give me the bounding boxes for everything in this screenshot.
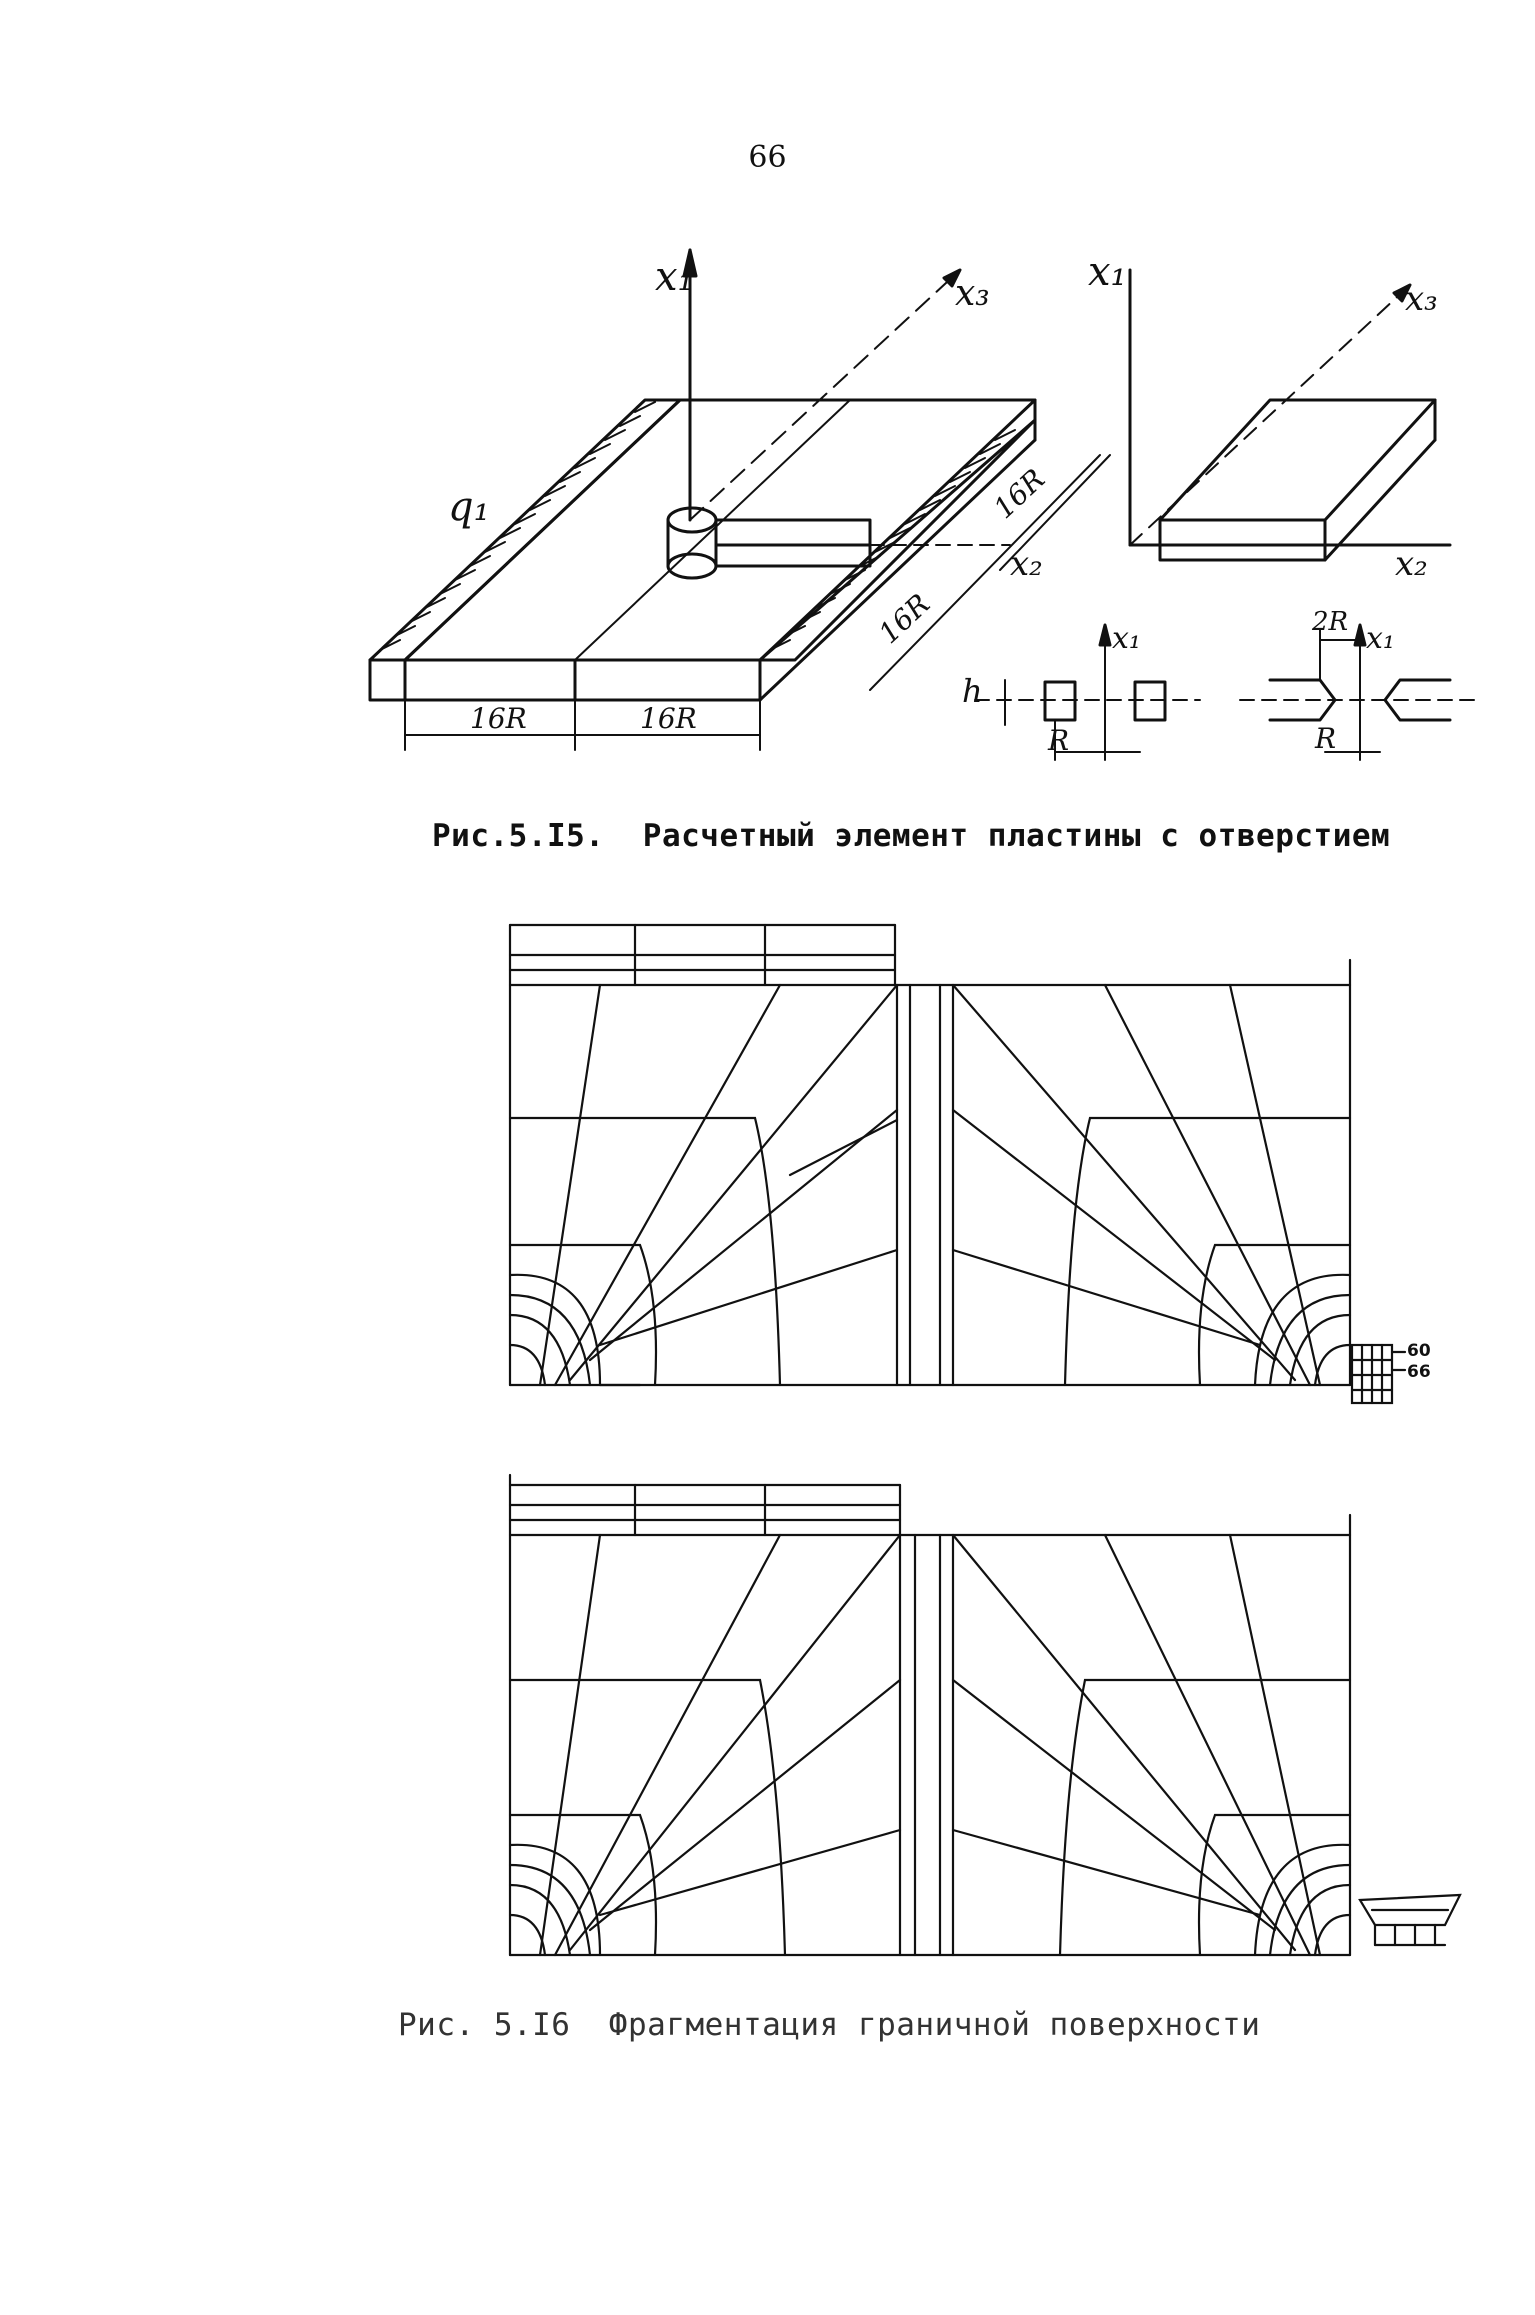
label-R-section2: R — [1315, 722, 1337, 755]
label-66: 66 — [1407, 1362, 1431, 1382]
label-60: 60 — [1407, 1341, 1431, 1361]
label-dim-16R-a: 16R — [470, 702, 527, 735]
figure-5-15-caption: Рис.5.I5. Расчетный элемент пластины с отверстием — [432, 818, 1391, 854]
label-x2-right: x₂ — [1395, 544, 1428, 584]
label-x1-section2: x₁ — [1366, 621, 1395, 656]
label-dim-16R-diag: 16R — [872, 587, 937, 651]
figure-5-16-caption: Рис. 5.I6 Фрагментация граничной поверхности — [398, 2007, 1261, 2043]
label-x1: x₁ — [655, 254, 694, 300]
page-number: 66 — [748, 140, 787, 175]
label-h: h — [962, 672, 983, 710]
label-dim-2R: 2R — [1312, 607, 1349, 637]
label-x3-right: x₃ — [1405, 279, 1438, 319]
mesh-top — [510, 925, 1405, 1403]
mesh-bottom — [510, 1475, 1460, 1955]
label-x1-right: x₁ — [1088, 249, 1127, 295]
label-x2-left: x₂ — [1010, 544, 1043, 584]
label-dim-16R-b: 16R — [640, 702, 697, 735]
label-x3-left: x₃ — [955, 273, 990, 314]
label-R-section1: R — [1048, 724, 1070, 757]
label-x1-section1: x₁ — [1112, 621, 1141, 656]
label-q1: q₁ — [448, 484, 490, 530]
label-dim-16R-diag2: 16R — [987, 462, 1052, 526]
